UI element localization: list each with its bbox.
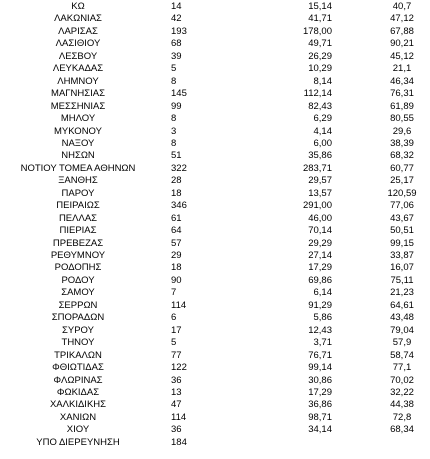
region-name-cell: ΚΩ (71, 1, 85, 12)
rate-cell: 43,48 (390, 312, 414, 324)
rate-cell: 72,8 (392, 411, 412, 423)
new-cases-cell: 114 (171, 411, 187, 423)
rate-cell: 58,74 (390, 349, 414, 361)
table-row (0, 387, 430, 398)
table-row (0, 362, 430, 373)
rate-cell (385, 437, 419, 448)
table-row (0, 1, 430, 12)
average-cell: 70,14 (308, 225, 332, 237)
average-cell: 82,43 (308, 100, 332, 112)
new-cases-cell: 184 (171, 436, 187, 448)
new-cases-cell: 193 (171, 25, 187, 37)
table-row (0, 76, 430, 87)
new-cases-cell: 51 (171, 150, 182, 162)
region-name-cell: ΛΕΥΚΑΔΑΣ (52, 63, 104, 75)
region-name-cell: ΝΑΞΟΥ (61, 137, 95, 149)
new-cases-cell: 36 (171, 424, 182, 436)
new-cases-cell: 13 (171, 386, 182, 398)
region-name-cell: ΤΗΝΟΥ (61, 337, 95, 349)
new-cases-cell: 18 (171, 262, 182, 274)
new-cases-cell: 5 (171, 63, 177, 75)
table-row (0, 312, 430, 323)
average-cell: 6,14 (313, 287, 332, 299)
average-cell: 46,00 (308, 212, 332, 224)
new-cases-cell: 8 (171, 113, 177, 125)
rate-cell: 21,1 (392, 63, 412, 75)
new-cases-cell: 145 (171, 88, 187, 100)
region-name-cell: ΠΕΙΡΑΙΩΣ (56, 200, 100, 212)
table-row (0, 200, 430, 211)
new-cases-cell: 122 (171, 362, 187, 374)
table-row (0, 325, 430, 336)
region-name-cell: ΜΗΛΟΥ (60, 113, 96, 125)
average-cell: 112,14 (303, 88, 332, 100)
region-name-cell: ΡΕΘΥΜΝΟΥ (50, 250, 106, 261)
average-cell: 15,14 (308, 1, 332, 12)
rate-cell: 16,07 (390, 262, 414, 274)
rate-cell: 46,34 (390, 75, 414, 87)
region-name-cell: ΥΠΟ ΔΙΕΡΕΥΝΗΣΗ (36, 436, 120, 448)
rate-cell: 21,23 (390, 287, 414, 299)
new-cases-cell: 29 (171, 250, 182, 261)
average-cell: 36,86 (308, 399, 332, 411)
new-cases-cell: 17 (171, 324, 182, 336)
average-cell: 8,14 (313, 75, 332, 87)
rate-cell: 75,11 (390, 274, 414, 286)
average-cell: 17,29 (308, 262, 332, 274)
average-cell: 5,86 (313, 312, 332, 324)
table-row (0, 26, 430, 37)
new-cases-cell: 90 (171, 274, 182, 286)
table-row (0, 300, 430, 311)
average-cell: 91,29 (308, 299, 332, 311)
new-cases-cell: 42 (171, 13, 182, 25)
average-cell: 10,29 (308, 63, 332, 75)
table-row (0, 287, 430, 298)
region-name-cell: ΜΥΚΟΝΟΥ (54, 125, 102, 137)
table-row (0, 275, 430, 286)
region-name-cell: ΣΥΡΟΥ (62, 324, 94, 336)
region-name-cell: ΣΑΜΟΥ (61, 287, 95, 299)
new-cases-cell: 346 (171, 200, 187, 212)
average-cell: 34,14 (308, 424, 332, 436)
average-cell: 26,29 (308, 50, 332, 62)
region-name-cell: ΠΙΕΡΙΑΣ (59, 225, 97, 237)
rate-cell: 25,17 (390, 175, 414, 187)
table-row (0, 13, 430, 24)
table-row (0, 213, 430, 224)
average-cell: 98,71 (308, 411, 332, 423)
new-cases-cell: 5 (171, 337, 177, 349)
rate-cell: 38,39 (390, 137, 414, 149)
region-name-cell: ΠΡΕΒΕΖΑΣ (52, 237, 104, 249)
region-name-cell: ΡΟΔΟΠΗΣ (54, 262, 102, 274)
rate-cell: 61,89 (390, 100, 414, 112)
table-row (0, 238, 430, 249)
region-name-cell: ΜΕΣΣΗΝΙΑΣ (50, 100, 106, 112)
region-name-cell: ΞΑΝΘΗΣ (58, 175, 98, 187)
table-row (0, 250, 430, 261)
table-row (0, 51, 430, 62)
average-cell: 291,00 (302, 200, 332, 212)
rate-cell: 70,02 (390, 374, 414, 386)
rate-cell: 57,9 (392, 337, 412, 349)
average-cell: 6,00 (313, 137, 332, 149)
rate-cell: 40,7 (392, 1, 412, 12)
new-cases-cell: 77 (171, 349, 182, 361)
table-row (0, 337, 430, 348)
rate-cell: 64,61 (390, 299, 414, 311)
average-cell: 12,43 (308, 324, 332, 336)
region-name-cell: ΠΕΛΛΑΣ (58, 212, 98, 224)
rate-cell: 77,06 (390, 200, 414, 212)
new-cases-cell: 7 (171, 287, 177, 299)
average-cell: 49,71 (308, 38, 332, 50)
new-cases-cell: 36 (171, 374, 182, 386)
new-cases-cell: 322 (171, 162, 187, 174)
average-cell: 17,29 (308, 386, 332, 398)
rate-cell: 50,51 (390, 225, 414, 237)
rate-cell: 43,67 (390, 212, 414, 224)
region-name-cell: ΠΑΡΟΥ (61, 187, 95, 199)
rate-cell: 32,22 (390, 386, 414, 398)
rate-cell: 33,87 (390, 250, 414, 261)
table-row (0, 101, 430, 112)
average-cell: 6,29 (313, 113, 332, 125)
average-cell: 76,71 (308, 349, 332, 361)
average-cell: 29,29 (308, 237, 332, 249)
rate-cell: 29,6 (392, 125, 412, 137)
region-name-cell: ΡΟΔΟΥ (61, 274, 95, 286)
average-cell: 30,86 (308, 374, 332, 386)
rate-cell: 68,34 (390, 424, 414, 436)
table-row (0, 225, 430, 236)
region-name-cell: ΝΗΣΩΝ (61, 150, 95, 162)
new-cases-cell: 28 (171, 175, 182, 187)
table-row (0, 126, 430, 137)
table-row (0, 38, 430, 49)
average-cell: 3,71 (313, 337, 332, 349)
rate-cell: 90,21 (390, 38, 414, 50)
table-row (0, 437, 430, 448)
new-cases-cell: 61 (171, 212, 182, 224)
rate-cell: 79,04 (390, 324, 414, 336)
table-row (0, 138, 430, 149)
table-row (0, 175, 430, 186)
average-cell: 27,14 (308, 250, 332, 261)
table-row (0, 188, 430, 199)
new-cases-cell: 6 (171, 312, 177, 324)
rate-cell: 44,38 (390, 399, 414, 411)
region-name-cell: ΝΟΤΙΟΥ ΤΟΜΕΑ ΑΘΗΝΩΝ (20, 162, 136, 174)
new-cases-cell: 3 (171, 125, 177, 137)
rate-cell: 47,12 (390, 13, 414, 25)
average-cell: 29,57 (308, 175, 332, 187)
region-name-cell: ΛΑΣΙΘΙΟΥ (55, 38, 101, 50)
rate-cell: 76,31 (390, 88, 414, 100)
average-cell: 13,57 (308, 187, 332, 199)
region-name-cell: ΣΕΡΡΩΝ (58, 299, 98, 311)
region-name-cell: ΧΑΛΚΙΔΙΚΗΣ (49, 399, 107, 411)
average-cell: 41,71 (308, 13, 332, 25)
region-name-cell: ΦΛΩΡΙΝΑΣ (53, 374, 103, 386)
region-name-cell: ΣΠΟΡΑΔΩΝ (51, 312, 105, 324)
average-cell (292, 437, 332, 448)
rate-cell: 67,88 (390, 25, 414, 37)
rate-cell: 60,77 (390, 162, 414, 174)
region-name-cell: ΛΑΡΙΣΑΣ (58, 25, 98, 37)
new-cases-cell: 99 (171, 100, 182, 112)
table-row (0, 375, 430, 386)
rate-cell: 68,32 (390, 150, 414, 162)
rate-cell: 120,59 (387, 187, 417, 199)
rate-cell: 77,1 (392, 362, 412, 374)
region-name-cell: ΦΘΙΩΤΙΔΑΣ (52, 362, 104, 374)
new-cases-cell: 8 (171, 75, 177, 87)
new-cases-cell: 47 (171, 399, 182, 411)
table-row (0, 350, 430, 361)
table-row (0, 399, 430, 410)
region-name-cell: ΛΕΣΒΟΥ (58, 50, 98, 62)
average-cell: 178,00 (302, 25, 332, 37)
table-row (0, 424, 430, 435)
region-name-cell: ΦΩΚΙΔΑΣ (56, 386, 100, 398)
new-cases-cell: 68 (171, 38, 182, 50)
new-cases-cell: 114 (171, 299, 187, 311)
rate-cell: 80,55 (390, 113, 414, 125)
table-row (0, 163, 430, 174)
new-cases-cell: 39 (171, 50, 182, 62)
average-cell: 99,14 (308, 362, 332, 374)
region-name-cell: ΛΗΜΝΟΥ (57, 75, 99, 87)
new-cases-cell: 64 (171, 225, 182, 237)
region-name-cell: ΜΑΓΝΗΣΙΑΣ (51, 88, 105, 100)
average-cell: 4,14 (313, 125, 332, 137)
table-row (0, 63, 430, 74)
new-cases-cell: 18 (171, 187, 182, 199)
new-cases-cell: 14 (171, 1, 182, 12)
region-name-cell: ΛΑΚΩΝΙΑΣ (54, 13, 102, 25)
region-name-cell: ΧΑΝΙΩΝ (59, 411, 97, 423)
table-row (0, 88, 430, 99)
table-row (0, 412, 430, 423)
rate-cell: 99,15 (390, 237, 414, 249)
table-row (0, 150, 430, 161)
region-name-cell: ΧΙΟΥ (66, 424, 90, 436)
new-cases-cell: 57 (171, 237, 182, 249)
table-row (0, 262, 430, 273)
rate-cell: 45,12 (390, 50, 414, 62)
new-cases-cell: 8 (171, 137, 177, 149)
average-cell: 283,71 (302, 162, 332, 174)
table-row (0, 113, 430, 124)
average-cell: 35,86 (308, 150, 332, 162)
region-name-cell: ΤΡΙΚΑΛΩΝ (54, 349, 102, 361)
average-cell: 69,86 (308, 274, 332, 286)
